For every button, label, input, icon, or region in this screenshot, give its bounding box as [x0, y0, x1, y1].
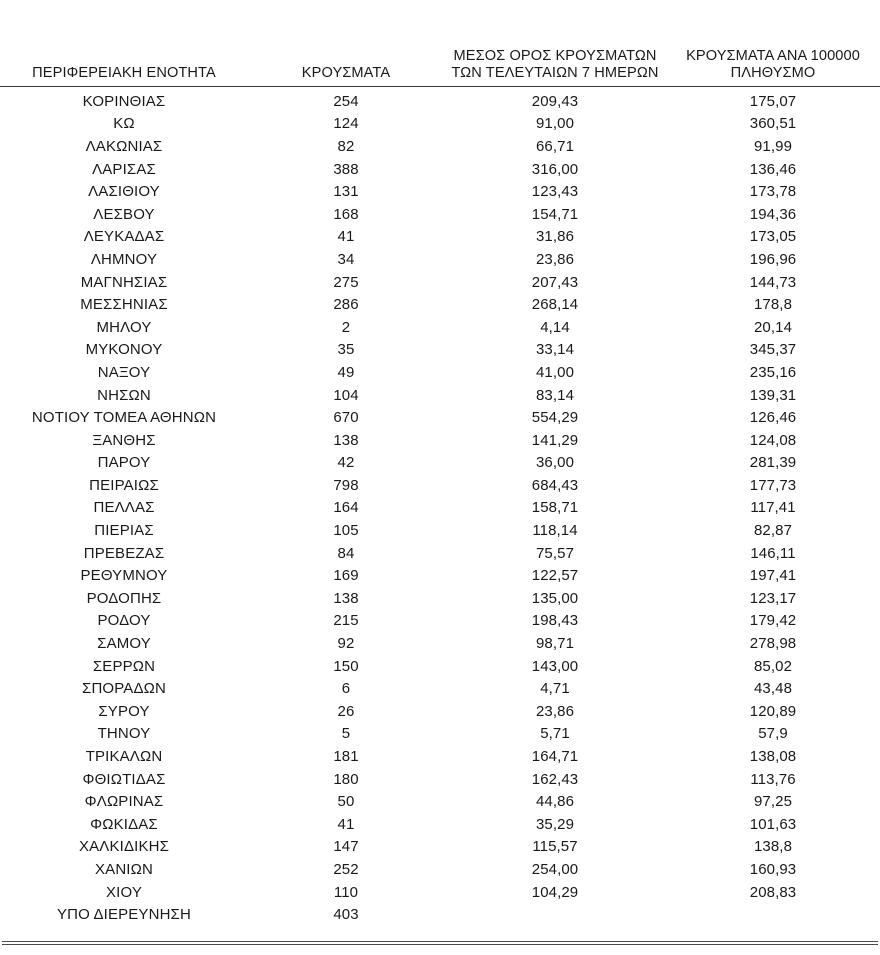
cell-per100k: 113,76 [750, 770, 796, 788]
cell-per100k: 235,16 [749, 363, 797, 381]
cell-avg7: 83,14 [535, 386, 575, 404]
table-row [0, 542, 880, 565]
cell-per100k: 173,78 [749, 183, 797, 201]
cell-per100k: 124,08 [749, 431, 797, 449]
cell-avg7: 98,71 [535, 635, 575, 653]
cell-cases: 82 [337, 137, 355, 155]
cell-region: ΚΩ [113, 115, 135, 133]
cell-cases: 50 [337, 793, 355, 811]
table-row [0, 745, 880, 768]
table-row [0, 90, 880, 113]
cell-region: ΣΑΜΟΥ [97, 635, 151, 653]
cell-per100k: 179,42 [749, 612, 797, 630]
cell-region: ΣΠΟΡΑΔΩΝ [82, 680, 166, 698]
cell-cases: 150 [333, 657, 359, 675]
table-header-row [0, 28, 880, 87]
table-row [0, 361, 880, 384]
cell-per100k: 194,36 [749, 205, 797, 223]
cell-cases: 104 [333, 386, 359, 404]
cell-avg7: 35,29 [535, 815, 575, 833]
cell-region: ΥΠΟ ΔΙΕΡΕΥΝΗΣΗ [57, 906, 191, 924]
cell-per100k: 123,17 [749, 589, 797, 607]
cell-avg7: 118,14 [532, 522, 578, 540]
column-header-avg7-line-1: ΜΕΣΟΣ ΟΡΟΣ ΚΡΟΥΣΜΑΤΩΝ [453, 48, 657, 64]
table-row [0, 203, 880, 226]
table-row [0, 113, 880, 136]
cell-avg7 [444, 903, 666, 926]
cell-per100k: 120,89 [749, 702, 797, 720]
cell-cases: 105 [333, 522, 359, 540]
cell-avg7: 207,43 [531, 273, 579, 291]
cell-per100k: 160,93 [749, 860, 797, 878]
cell-cases: 670 [333, 409, 359, 427]
table-row [0, 474, 880, 497]
cell-cases: 92 [337, 635, 355, 653]
cell-cases: 2 [341, 318, 351, 336]
table-bottom-spacer [0, 925, 880, 941]
table-row [0, 384, 880, 407]
cell-avg7: 66,71 [535, 137, 575, 155]
cell-region: ΞΑΝΘΗΣ [92, 431, 156, 449]
cell-per100k: 173,05 [749, 228, 797, 246]
cell-region: ΠΑΡΟΥ [97, 454, 151, 472]
cell-avg7: 135,00 [531, 589, 579, 607]
table-row [0, 452, 880, 475]
cell-cases: 138 [333, 589, 359, 607]
cell-avg7: 33,14 [535, 341, 575, 359]
cell-cases: 26 [337, 702, 355, 720]
table-row [0, 813, 880, 836]
cell-cases: 49 [337, 363, 355, 381]
column-header-cases-line-1: ΚΡΟΥΣΜΑΤΑ [301, 65, 391, 81]
cell-per100k: 178,8 [753, 296, 793, 314]
cell-region: ΣΥΡΟΥ [98, 702, 150, 720]
cell-avg7: 162,43 [531, 770, 579, 788]
cell-cases: 84 [337, 544, 355, 562]
cell-avg7: 158,71 [531, 499, 579, 517]
cell-per100k: 345,37 [749, 341, 797, 359]
column-header-per100k-line-1: ΚΡΟΥΣΜΑΤΑ ΑΝΑ 100000 [686, 48, 860, 64]
table-row [0, 881, 880, 904]
table-row [0, 339, 880, 362]
cell-per100k: 177,73 [749, 476, 797, 494]
cell-region: ΣΕΡΡΩΝ [92, 657, 156, 675]
cell-per100k: 91,99 [753, 137, 793, 155]
cell-per100k: 138,08 [749, 748, 797, 766]
cell-avg7: 554,29 [531, 409, 579, 427]
table-row [0, 248, 880, 271]
column-header-region-line-1: ΠΕΡΙΦΕΡΕΙΑΚΗ ΕΝΟΤΗΤΑ [32, 65, 216, 81]
cell-region: ΦΘΙΩΤΙΔΑΣ [82, 770, 166, 788]
cell-avg7: 209,43 [531, 92, 579, 110]
cell-avg7: 104,29 [531, 883, 579, 901]
cell-cases: 42 [337, 454, 355, 472]
column-header-per100k-line-2: ΠΛΗΘΥΣΜΟ [730, 65, 816, 81]
table-row [0, 903, 880, 926]
cell-per100k: 175,07 [749, 92, 797, 110]
cell-cases: 254 [333, 92, 359, 110]
cell-region: ΠΕΙΡΑΙΩΣ [89, 476, 159, 494]
cell-avg7: 36,00 [535, 454, 575, 472]
cell-per100k: 57,9 [758, 725, 788, 743]
cell-avg7: 684,43 [531, 476, 579, 494]
cell-region: ΠΙΕΡΙΑΣ [94, 522, 154, 540]
table-row [0, 429, 880, 452]
cell-per100k: 20,14 [753, 318, 793, 336]
cell-cases: 110 [333, 883, 359, 901]
cell-per100k: 144,73 [749, 273, 797, 291]
cell-cases: 5 [341, 725, 351, 743]
cell-avg7: 115,57 [532, 838, 578, 856]
cell-avg7: 4,14 [540, 318, 570, 336]
column-header-per100k [666, 28, 880, 87]
cell-region: ΦΛΩΡΙΝΑΣ [84, 793, 164, 811]
column-header-avg7 [444, 28, 666, 87]
cell-avg7: 198,43 [531, 612, 579, 630]
table-header [0, 28, 880, 87]
cell-region: ΝΑΞΟΥ [97, 363, 151, 381]
cell-per100k: 43,48 [753, 680, 793, 698]
cell-per100k: 117,41 [750, 499, 796, 517]
cell-avg7: 254,00 [531, 860, 579, 878]
cell-cases: 798 [333, 476, 359, 494]
cell-avg7: 4,71 [540, 680, 570, 698]
cell-cases: 131 [333, 183, 359, 201]
cell-region: ΛΕΥΚΑΔΑΣ [83, 228, 165, 246]
cell-per100k: 126,46 [749, 409, 797, 427]
cell-region: ΠΡΕΒΕΖΑΣ [83, 544, 165, 562]
cell-per100k: 196,96 [749, 250, 797, 268]
cell-region: ΛΗΜΝΟΥ [90, 250, 158, 268]
table-row [0, 316, 880, 339]
cell-region: ΜΕΣΣΗΝΙΑΣ [80, 296, 168, 314]
table-row [0, 700, 880, 723]
cell-avg7: 123,43 [531, 183, 579, 201]
cell-per100k: 85,02 [753, 657, 793, 675]
table-row [0, 655, 880, 678]
table-row [0, 293, 880, 316]
cell-avg7: 154,71 [531, 205, 579, 223]
column-header-region [0, 28, 248, 87]
cell-cases: 41 [337, 815, 355, 833]
table-row [0, 632, 880, 655]
cell-region: ΚΟΡΙΝΘΙΑΣ [82, 92, 166, 110]
column-header-avg7-line-2: ΤΩΝ ΤΕΛΕΥΤΑΙΩΝ 7 ΗΜΕΡΩΝ [451, 65, 659, 81]
table-row [0, 564, 880, 587]
table-row [0, 768, 880, 791]
cell-region: ΝΗΣΩΝ [97, 386, 151, 404]
cell-region: ΦΩΚΙΔΑΣ [90, 815, 158, 833]
cell-region: ΜΑΓΝΗΣΙΑΣ [80, 273, 168, 291]
cell-region: ΡΕΘΥΜΝΟΥ [80, 567, 168, 585]
cell-avg7: 23,86 [535, 702, 575, 720]
column-header-cases [248, 28, 444, 87]
cell-per100k: 101,63 [749, 815, 797, 833]
cell-region: ΜΥΚΟΝΟΥ [85, 341, 163, 359]
cell-cases: 41 [337, 228, 355, 246]
cell-cases: 286 [333, 296, 359, 314]
cell-avg7: 316,00 [531, 160, 579, 178]
cell-avg7: 122,57 [531, 567, 579, 585]
cell-region: ΧΙΟΥ [106, 883, 142, 901]
cell-region: ΧΑΝΙΩΝ [95, 860, 153, 878]
cell-per100k: 208,83 [749, 883, 797, 901]
cell-per100k: 138,8 [753, 838, 793, 856]
cell-per100k: 278,98 [749, 635, 797, 653]
table-body [0, 87, 880, 926]
cell-per100k: 197,41 [749, 567, 797, 585]
cell-per100k [666, 903, 880, 926]
cell-per100k: 136,46 [749, 160, 797, 178]
cell-cases: 252 [333, 860, 359, 878]
cell-region: ΤΡΙΚΑΛΩΝ [85, 748, 163, 766]
cell-avg7: 5,71 [540, 725, 570, 743]
cell-region: ΛΑΡΙΣΑΣ [92, 160, 156, 178]
table-row [0, 836, 880, 859]
cell-region: ΜΗΛΟΥ [96, 318, 152, 336]
cell-avg7: 23,86 [535, 250, 575, 268]
cell-per100k: 139,31 [749, 386, 797, 404]
cell-region: ΤΗΝΟΥ [97, 725, 151, 743]
cell-region: ΡΟΔΟΠΗΣ [86, 589, 162, 607]
cell-cases: 138 [333, 431, 359, 449]
cell-region: ΛΕΣΒΟΥ [93, 205, 155, 223]
table-row [0, 406, 880, 429]
cell-cases: 35 [337, 341, 355, 359]
cell-avg7: 141,29 [531, 431, 579, 449]
table-row [0, 723, 880, 746]
cell-avg7: 143,00 [531, 657, 579, 675]
cell-cases: 403 [333, 906, 359, 924]
cell-region: ΧΑΛΚΙΔΙΚΗΣ [79, 838, 169, 856]
cell-cases: 215 [333, 612, 359, 630]
cell-region: ΠΕΛΛΑΣ [93, 499, 155, 517]
cell-cases: 181 [333, 748, 359, 766]
cell-per100k: 97,25 [753, 793, 793, 811]
table-row [0, 587, 880, 610]
cell-per100k: 82,87 [753, 522, 793, 540]
cell-region: ΛΑΚΩΝΙΑΣ [85, 137, 163, 155]
cell-per100k: 281,39 [749, 454, 797, 472]
cell-avg7: 268,14 [531, 296, 579, 314]
table-row [0, 158, 880, 181]
cell-avg7: 41,00 [535, 363, 575, 381]
cell-cases: 34 [337, 250, 355, 268]
cell-cases: 164 [333, 499, 359, 517]
table-bottom-rule [2, 941, 878, 945]
table-row [0, 610, 880, 633]
table-row [0, 497, 880, 520]
cell-cases: 6 [341, 680, 351, 698]
cell-avg7: 91,00 [535, 115, 575, 133]
cell-cases: 124 [333, 115, 359, 133]
cell-per100k: 360,51 [749, 115, 797, 133]
cell-region: ΝΟΤΙΟΥ ΤΟΜΕΑ ΑΘΗΝΩΝ [31, 409, 217, 427]
table-row [0, 858, 880, 881]
table-row [0, 135, 880, 158]
table-row [0, 271, 880, 294]
cell-cases: 169 [333, 567, 359, 585]
cell-cases: 180 [333, 770, 359, 788]
cases-by-region-table [0, 28, 880, 926]
cell-avg7: 164,71 [531, 748, 579, 766]
cell-per100k: 146,11 [750, 544, 796, 562]
cell-region: ΛΑΣΙΘΙΟΥ [88, 183, 160, 201]
cell-avg7: 31,86 [535, 228, 575, 246]
table-row [0, 519, 880, 542]
cell-cases: 275 [333, 273, 359, 291]
table-row [0, 180, 880, 203]
cell-cases: 168 [333, 205, 359, 223]
cell-avg7: 44,86 [535, 793, 575, 811]
table-row [0, 790, 880, 813]
cell-cases: 388 [333, 160, 359, 178]
cell-cases: 147 [333, 838, 359, 856]
cell-region: ΡΟΔΟΥ [97, 612, 151, 630]
table-row [0, 677, 880, 700]
cell-avg7: 75,57 [535, 544, 575, 562]
table-row [0, 226, 880, 249]
